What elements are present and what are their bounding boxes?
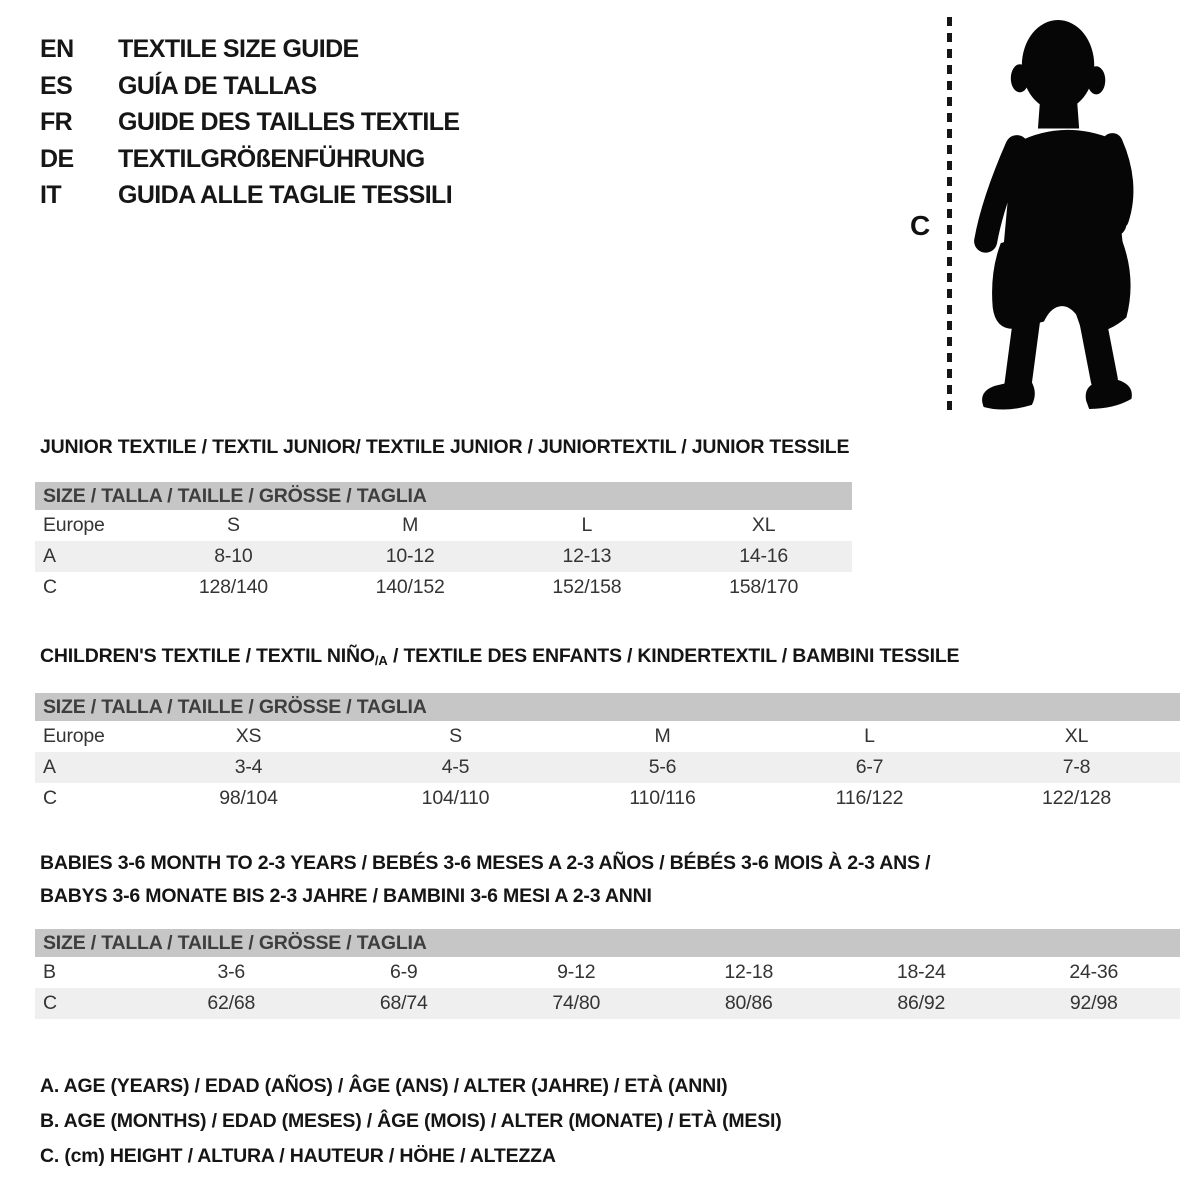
- section-title-line: [40, 646, 1180, 668]
- cell-value: 3-4: [234, 756, 263, 778]
- legend-line: A. AGE (YEARS) / EDAD (AÑOS) / ÂGE (ANS) / ALTER (JAHRE) / ETÀ (ANNI): [40, 1075, 728, 1097]
- row-label: A: [43, 545, 56, 567]
- size-table: [35, 482, 852, 603]
- size-table: [35, 929, 1180, 1019]
- row-label: A: [43, 756, 56, 778]
- section-childrens-textile: [35, 646, 1180, 814]
- cell-value: 152/158: [552, 576, 622, 598]
- cell-value: 8-10: [214, 545, 253, 567]
- row-label: C: [43, 992, 57, 1014]
- legend-line: B. AGE (MONTHS) / EDAD (MESES) / ÂGE (MOIS) / ALTER (MONATE) / ETÀ (MESI): [40, 1110, 782, 1132]
- size-header-label: SIZE / TALLA / TAILLE / GRÖSSE / TAGLIA: [35, 693, 1180, 721]
- section-title-line: [40, 847, 1180, 880]
- language-row: [40, 31, 460, 68]
- title-text: /A: [374, 653, 388, 668]
- size-table-header: [35, 929, 1180, 957]
- table-row: [35, 510, 852, 541]
- section-title-line: [40, 437, 1180, 458]
- row-label: C: [43, 787, 57, 809]
- table-row: [35, 783, 1180, 814]
- language-row: [40, 68, 460, 105]
- section-junior-textile: [35, 437, 1180, 603]
- title-text: CHILDREN'S TEXTILE / TEXTIL NIÑO: [40, 645, 375, 667]
- language-title: TEXTILGRÖßENFÜHRUNG: [118, 144, 425, 173]
- row-label: B: [43, 961, 56, 983]
- cell-value: 68/74: [379, 992, 428, 1014]
- cell-value: 98/104: [219, 787, 278, 809]
- title-text: JUNIOR TEXTILE / TEXTIL JUNIOR/ TEXTILE JUNIOR / JUNIORTEXTIL / JUNIOR TESSILE: [40, 436, 850, 458]
- cell-value: L: [864, 725, 875, 747]
- language-title: GUÍA DE TALLAS: [118, 71, 317, 100]
- size-header-label: SIZE / TALLA / TAILLE / GRÖSSE / TAGLIA: [35, 929, 1180, 957]
- cell-value: S: [226, 514, 240, 536]
- language-list: [40, 31, 460, 214]
- cell-value: 10-12: [385, 545, 435, 567]
- cell-value: S: [449, 725, 462, 747]
- size-header-label: SIZE / TALLA / TAILLE / GRÖSSE / TAGLIA: [35, 482, 852, 510]
- table-row: [35, 541, 852, 572]
- language-row: [40, 141, 460, 178]
- cell-value: 12-18: [724, 961, 774, 983]
- cell-value: 74/80: [552, 992, 601, 1014]
- language-title: GUIDA ALLE TAGLIE TESSILI: [118, 181, 453, 209]
- table-row: [35, 988, 1180, 1019]
- cell-value: 62/68: [207, 992, 256, 1014]
- language-title: GUIDE DES TAILLES TEXTILE: [118, 108, 460, 136]
- cell-value: 6-7: [855, 756, 884, 778]
- cell-value: 3-6: [217, 961, 246, 983]
- size-table-header: [35, 693, 1180, 721]
- cell-value: 158/170: [729, 576, 799, 598]
- cell-value: 92/98: [1069, 992, 1118, 1014]
- cell-value: XL: [751, 514, 776, 536]
- measure-label-c: C: [910, 210, 931, 241]
- title-text: BABIES 3-6 MONTH TO 2-3 YEARS / BEBÉS 3-6 MESES A 2-3 AÑOS / BÉBÉS 3-6 MOIS À 2-3 ANS /: [40, 852, 931, 874]
- cell-value: 14-16: [739, 545, 789, 567]
- cell-value: XL: [1064, 725, 1089, 747]
- section-title: [35, 437, 1180, 458]
- cell-value: 140/152: [375, 576, 445, 598]
- cell-value: 116/122: [835, 787, 904, 809]
- language-code: ES: [40, 71, 73, 100]
- cell-value: 80/86: [724, 992, 773, 1014]
- row-label: C: [43, 576, 57, 598]
- cell-value: 18-24: [896, 961, 946, 983]
- legend: [40, 1069, 782, 1174]
- cell-value: 9-12: [557, 961, 596, 983]
- cell-value: 24-36: [1069, 961, 1119, 983]
- cell-value: 4-5: [441, 756, 470, 778]
- cell-value: 86/92: [897, 992, 946, 1014]
- language-code: IT: [40, 181, 62, 209]
- cell-value: 12-13: [562, 545, 612, 567]
- section-title: [35, 847, 1180, 913]
- language-title: TEXTILE SIZE GUIDE: [118, 35, 359, 63]
- height-measure-dashed-line: [947, 17, 952, 417]
- row-label: Europe: [43, 514, 105, 536]
- cell-value: M: [654, 725, 671, 747]
- cell-value: 122/128: [1041, 787, 1112, 809]
- size-table-header: [35, 482, 852, 510]
- cell-value: XS: [235, 725, 262, 747]
- language-row: [40, 177, 460, 214]
- row-label: Europe: [43, 725, 105, 747]
- cell-value: 104/110: [421, 787, 490, 809]
- language-code: FR: [40, 108, 73, 136]
- cell-value: L: [581, 514, 593, 536]
- table-row: [35, 957, 1180, 988]
- cell-value: 128/140: [198, 576, 268, 598]
- language-row: [40, 104, 460, 141]
- cell-value: 110/116: [629, 787, 696, 809]
- size-table: [35, 693, 1180, 814]
- cell-value: M: [402, 514, 419, 536]
- title-text: BABYS 3-6 MONATE BIS 2-3 JAHRE / BAMBINI 3-6 MESI A 2-3 ANNI: [40, 885, 652, 907]
- legend-line: C. (cm) HEIGHT / ALTURA / HAUTEUR / HÖHE / ALTEZZA: [40, 1145, 556, 1167]
- table-row: [35, 721, 1180, 752]
- section-title: [35, 646, 1180, 668]
- table-row: [35, 572, 852, 603]
- cell-value: 6-9: [389, 961, 418, 983]
- toddler-silhouette-icon: [963, 16, 1137, 418]
- section-babies-textile: [35, 847, 1180, 1019]
- cell-value: 5-6: [648, 756, 677, 778]
- table-row: [35, 752, 1180, 783]
- title-text: / TEXTILE DES ENFANTS / KINDERTEXTIL / BAMBINI TESSILE: [387, 645, 960, 667]
- section-title-line: [40, 880, 1180, 913]
- language-code: DE: [40, 144, 74, 173]
- cell-value: 7-8: [1062, 756, 1091, 778]
- language-code: EN: [40, 35, 74, 63]
